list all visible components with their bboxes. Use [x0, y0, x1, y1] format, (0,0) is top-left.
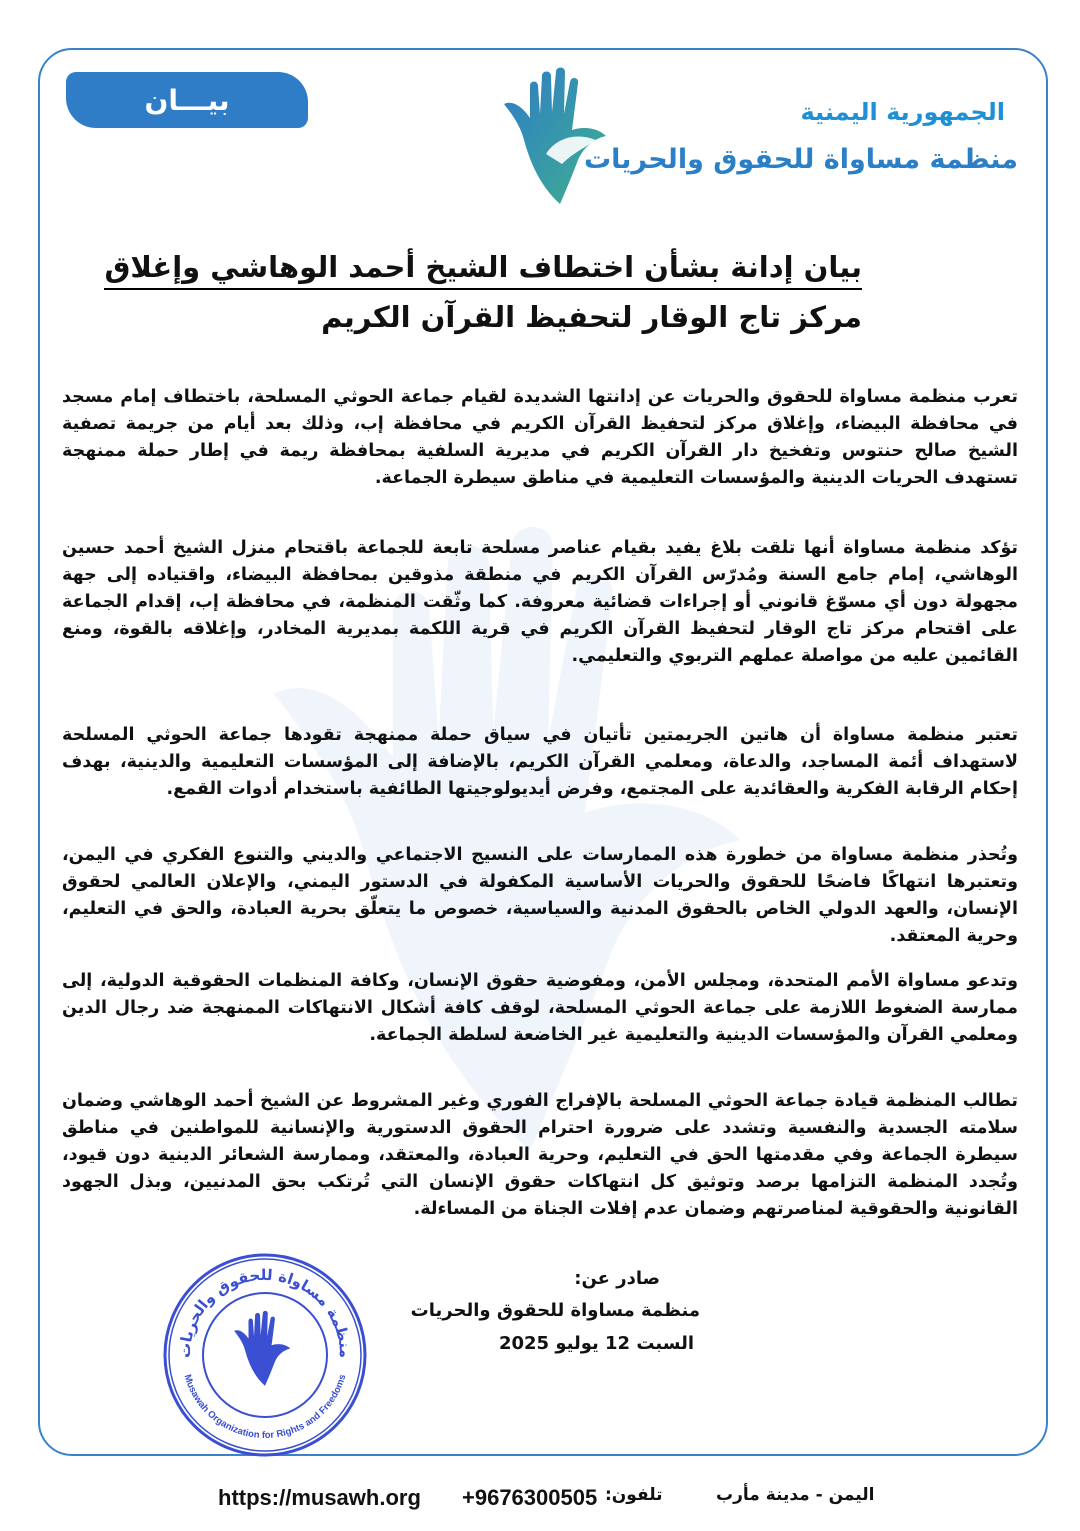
issue-date: السبت 12 يوليو 2025: [498, 1333, 694, 1354]
svg-text:منظمة مساواة للحقوق والحريات: منظمة مساواة للحقوق والحريات: [175, 1265, 355, 1359]
country-name: الجمهورية اليمنية: [800, 98, 1005, 126]
organization-name: منظمة مساواة للحقوق والحريات: [584, 144, 1018, 175]
paragraph-1: تعرب منظمة مساواة للحقوق والحريات عن إدانتها الشديدة لقيام جماعة الحوثي المسلحة، باختطاف إمام مسجد في محافظة البيضاء، وإغلاق مركز لتحفيظ القرآن الكريم في محافظة إب، وذلك بعد أيام من جريمة تصفية الشيخ صالح حنتوس وتفخيخ دار القرآن الكريم في مديرية السلفية بمحافظة ريمة في إطار حملة ممنهجة تستهدف الحريات الدينية والمؤسسات التعليمية في مناطق سيطرة الجماعة.: [62, 387, 1018, 488]
svg-text:Musawah Organization for Right: Musawah Organization for Rights and Freedoms: [181, 1373, 349, 1442]
hands-logo-icon: [500, 66, 620, 206]
paragraph-2: تؤكد منظمة مساواة أنها تلقت بلاغ يفيد بقيام عناصر مسلحة تابعة للجماعة باقتحام منزل الشيخ أحمد حسين الوهاشي، إمام جامع السنة ومُدرّس القرآن الكريم في منطقة مذوقين بمحافظة البيضاء، واقتياده إلى جهة مجهولة دون أي مسوّغ قانوني أو إجراءات قضائية معروفة. كما وثّقت المنظمة، في محافظة إب، إقدام الجماعة على اقتحام مركز تاج الوقار لتحفيظ القرآن الكريم في قرية اللكمة بمديرية المخادر، وإغلاقه بالقوة، ومنع القائمين عليه من مواصلة عملهم التربوي والتعليمي.: [62, 538, 1018, 666]
phone-number: +9676300505: [462, 1485, 598, 1510]
paragraph-5: وتدعو مساواة الأمم المتحدة، ومجلس الأمن، ومفوضية حقوق الإنسان، وكافة المنظمات الحقوقية الدولية، إلى ممارسة الضغوط اللازمة على جماعة الحوثي المسلحة، لوقف كافة أشكال الانتهاكات الممنهجة ضد رجال الدين ومعلمي القرآن والمؤسسات الدينية والتعليمية غير الخاضعة لسلطة الجماعة.: [62, 971, 1018, 1045]
website-link[interactable]: https://musawh.org: [218, 1485, 421, 1510]
paragraph-4: وتُحذر منظمة مساواة من خطورة هذه الممارسات على النسيج الاجتماعي والديني والتنوع الفكري في اليمن، وتعتبرها انتهاكًا فاضحًا للحقوق والحريات الأساسية المكفولة في الدستور اليمني، والإعلان العالمي لحقوق الإنسان، والعهد الدولي الخاص بالحقوق المدنية والسياسية، خصوص ما يتعلّق بحرية العبادة، والحق في التعليم، وحرية المعتقد.: [62, 845, 1018, 946]
issued-by-label: صادر عن:: [574, 1268, 660, 1289]
organization-stamp: [160, 1250, 370, 1460]
statement-title-line2: مركز تاج الوقار لتحفيظ القرآن الكريم: [321, 300, 862, 334]
paragraph-3: تعتبر منظمة مساواة أن هاتين الجريمتين تأتيان في سياق حملة ممنهجة تقودها جماعة الحوثي المسلحة لاستهداف أئمة المساجد، والدعاة، ومعلمي القرآن الكريم، بالإضافة إلى المؤسسات التعليمية والدينية، بهدف إحكام الرقابة الفكرية والعقائدية على المجتمع، وفرض أيديولوجيتها الطائفية باستخدام أدوات القمع.: [62, 725, 1018, 799]
paragraph-6: تطالب المنظمة قيادة جماعة الحوثي المسلحة بالإفراج الفوري وغير المشروط عن الشيخ أحمد الوهاشي وضمان سلامته الجسدية والنفسية وتشدد على ضرورة احترام الحقوق الدستورية والإنسانية للمواطنين في مناطق سيطرة الجماعة وفي مقدمتها الحق في التعليم، وحرية العبادة، والمعتقد، وممارسة الشعائر الدينية دون قيود، وتُجدد المنظمة التزامها برصد وتوثيق كل انتهاكات حقوق الإنسان التي تُرتكب بحق المدنيين، وبذل الجهود القانونية والحقوقية لمناصرتهم وضمان عدم إفلات الجناة من المساءلة.: [62, 1091, 1018, 1219]
phone-label: تلفون:: [605, 1485, 663, 1505]
statement-title-line1: بيان إدانة بشأن اختطاف الشيخ أحمد الوهاشي وإغلاق: [104, 250, 862, 290]
statement-badge: بيـــان: [66, 72, 308, 128]
issuer-organization: منظمة مساواة للحقوق والحريات: [410, 1300, 700, 1321]
location-text: اليمن - مدينة مأرب: [716, 1485, 875, 1505]
